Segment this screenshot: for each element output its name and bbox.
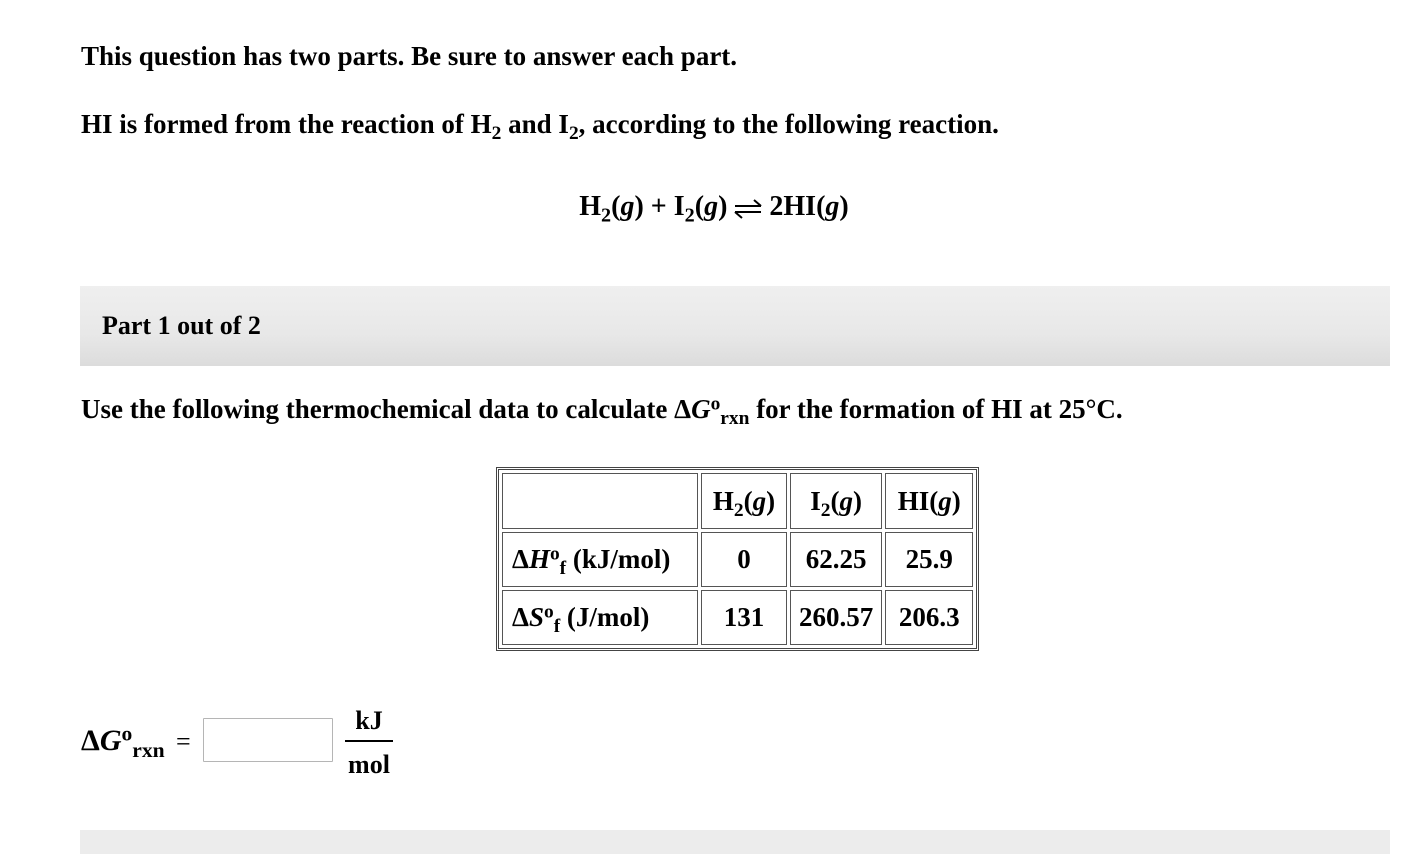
part-label: Part 1 out of 2 [102, 311, 261, 340]
table-cell: 0 [701, 532, 787, 587]
reactant-2: $I_2(g)$ [673, 191, 728, 227]
unit-fraction [344, 704, 394, 784]
table-cell: 131 [701, 590, 787, 645]
unit-denominator: mol [348, 750, 390, 779]
intro-text: This question has two parts. Be sure to answer each part. [81, 41, 738, 71]
table-row-label-entropy: $\Delta S^o_f$ (J/mol) [502, 590, 698, 645]
table-row-label-enthalpy: $\Delta H^o_f$ (kJ/mol) [502, 532, 698, 587]
unit-numerator: kJ [355, 706, 383, 735]
table-corner-cell [502, 473, 698, 529]
table-header-row [502, 473, 973, 529]
table-cell: 206.3 [885, 590, 973, 645]
table-row [502, 532, 973, 587]
question-text: HI is formed from the reaction of $H_2$ and $I_2$, according to the following reaction. [81, 109, 999, 145]
product: 2HI(g) [769, 191, 849, 222]
table-header-i2: $I_2(g)$ [790, 473, 882, 529]
table-header-h2: $H_2(g)$ [701, 473, 787, 529]
table-cell: 62.25 [790, 532, 882, 587]
equilibrium-arrow-icon [733, 199, 763, 219]
answer-label: $\Delta G^o_{rxn}$ [81, 721, 165, 762]
instruction-text: Use the following thermochemical data to calculate $\Delta G^o_{rxn}$ for the formation of HI at 25°C. [81, 393, 1123, 430]
equals-sign: = [176, 727, 191, 756]
plus-sign: + [650, 191, 667, 222]
reactant-1: $H_2(g)$ [579, 191, 644, 227]
table-header-hi: HI(g) [885, 473, 973, 529]
answer-input[interactable] [203, 718, 333, 762]
thermo-data-table [496, 467, 979, 651]
part-header [80, 286, 1390, 366]
table-cell: 260.57 [790, 590, 882, 645]
table-cell: 25.9 [885, 532, 973, 587]
reaction-equation [0, 188, 1428, 226]
next-part-header [80, 830, 1390, 854]
table-row [502, 590, 973, 645]
